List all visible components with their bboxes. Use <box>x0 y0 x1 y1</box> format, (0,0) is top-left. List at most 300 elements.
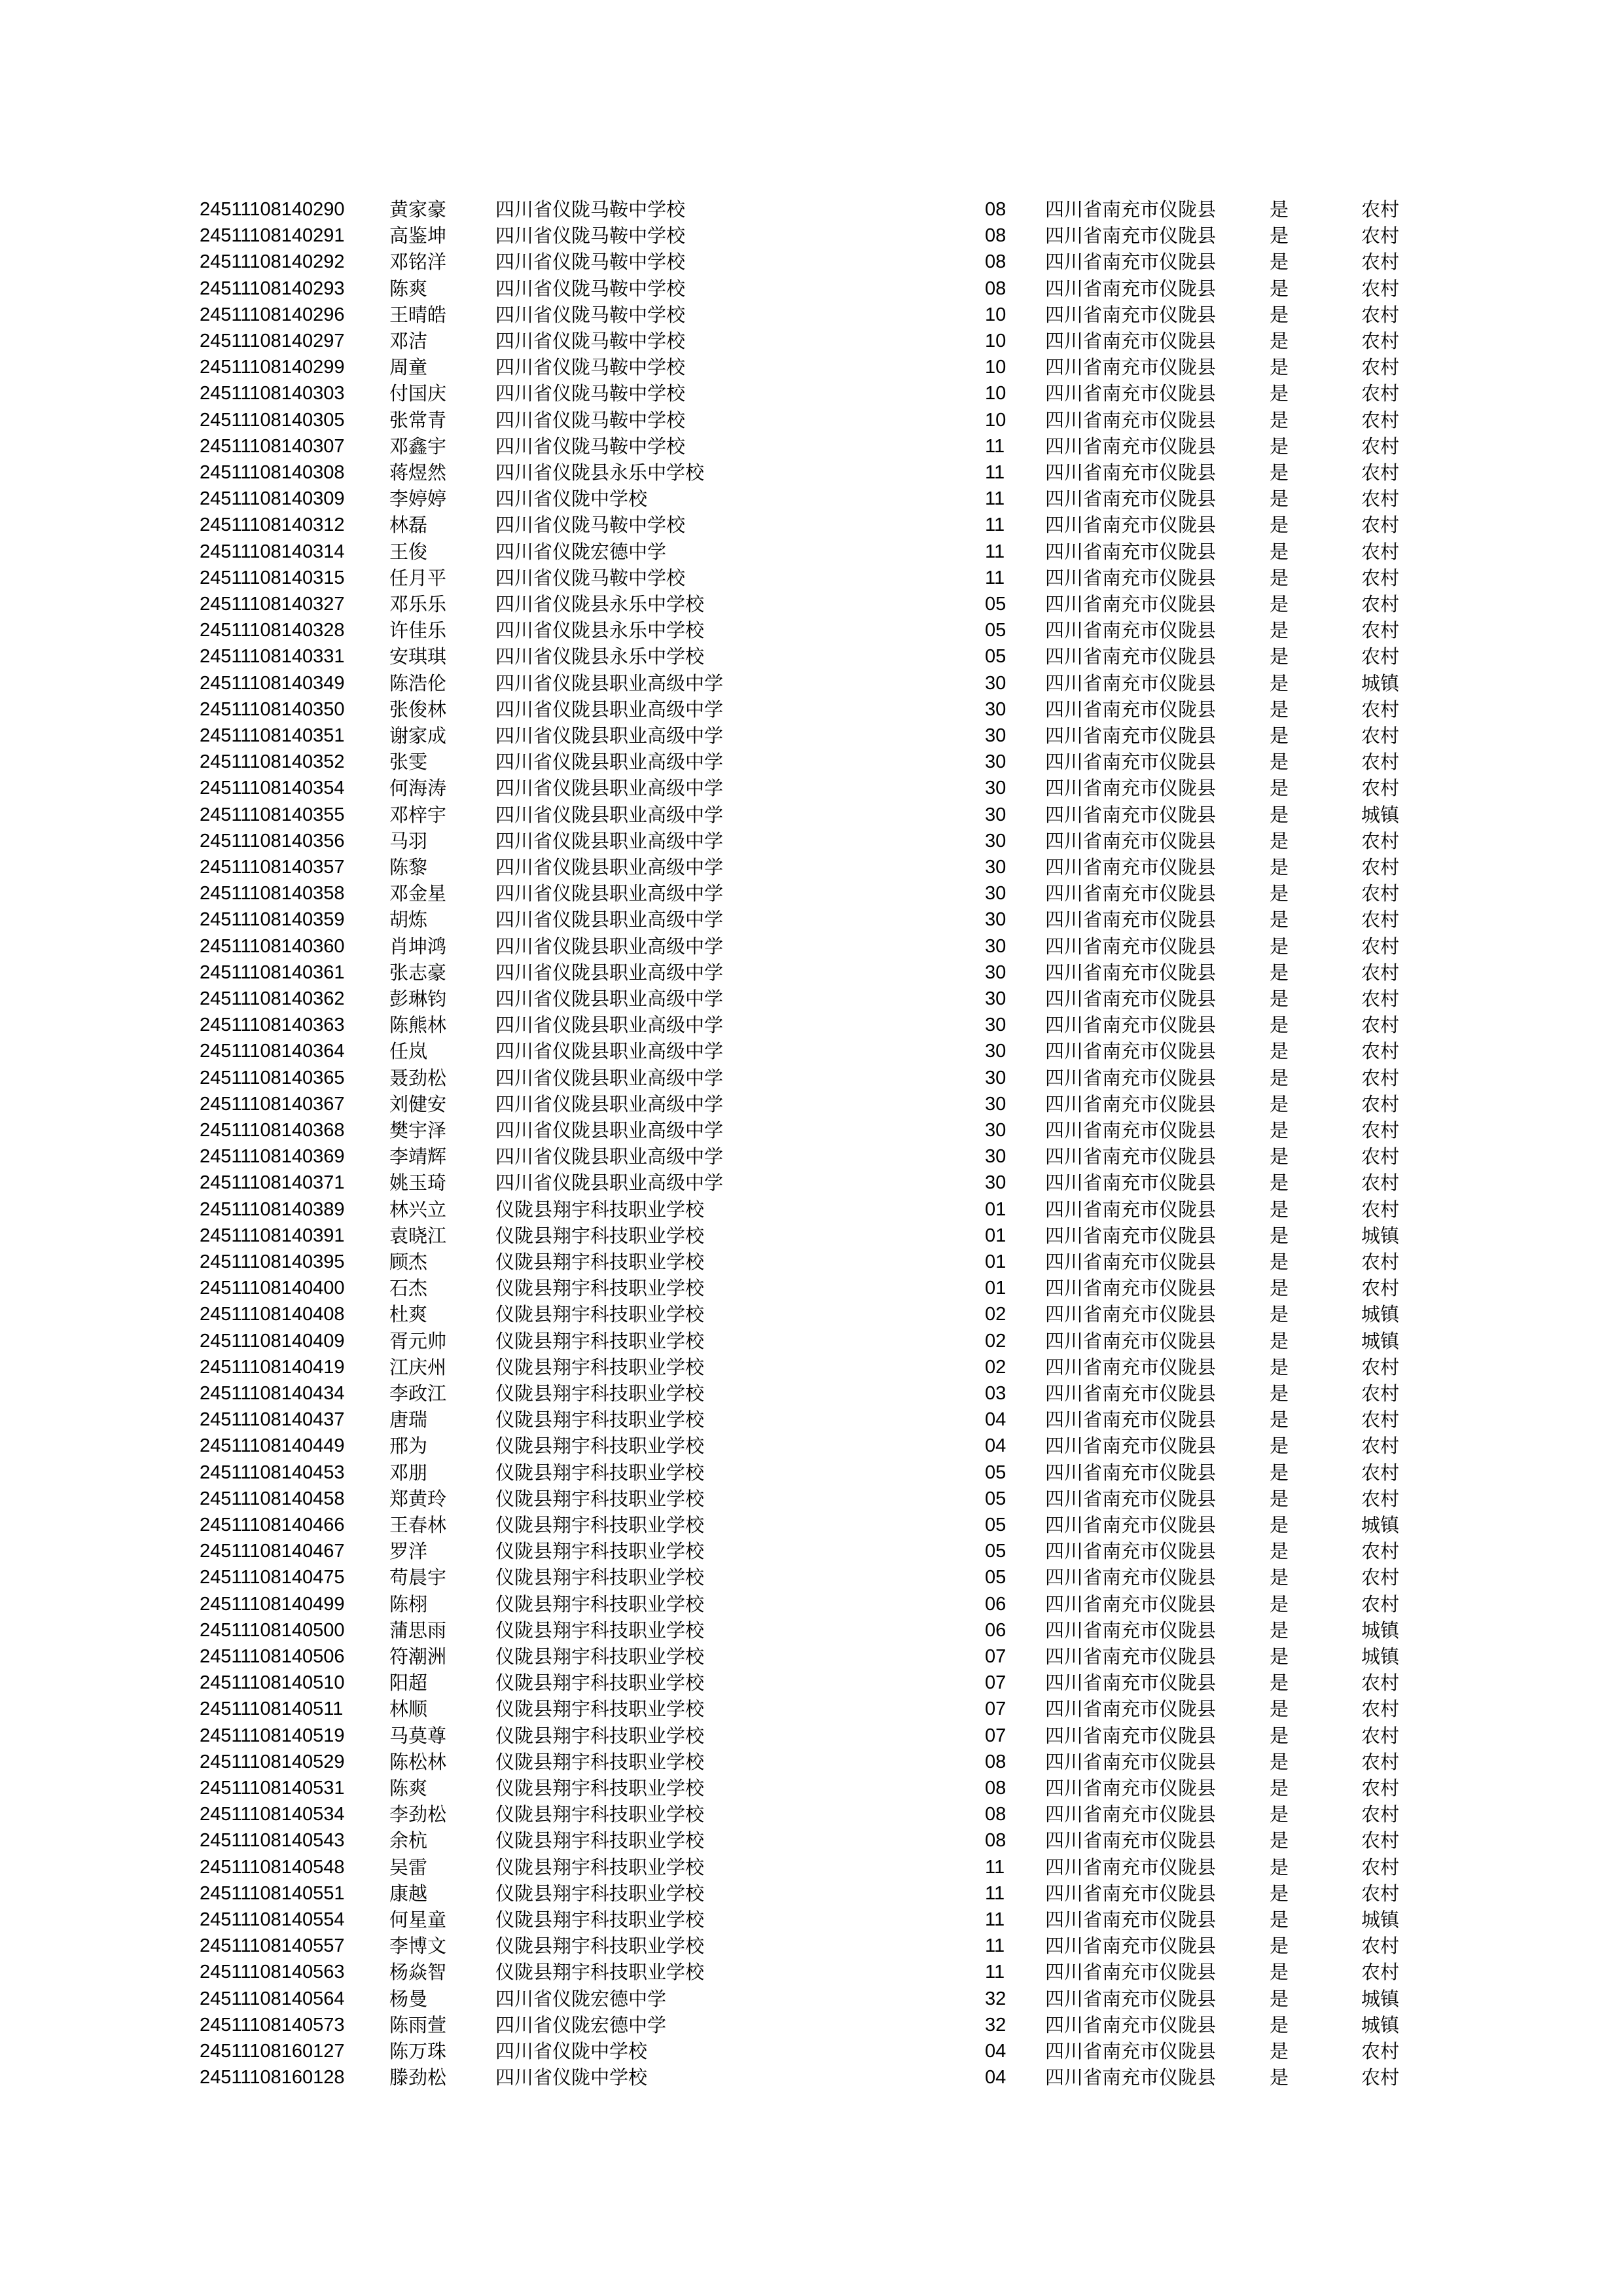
school-name: 仪陇县翔宇科技职业学校 <box>495 1961 705 1984</box>
student-id: 24511108140510 <box>200 1672 345 1694</box>
address: 四川省南充市仪陇县 <box>1045 1119 1217 1141</box>
status-flag: 是 <box>1270 1303 1289 1326</box>
address: 四川省南充市仪陇县 <box>1045 1987 1217 2010</box>
status-flag: 是 <box>1270 1382 1289 1405</box>
address: 四川省南充市仪陇县 <box>1045 356 1217 379</box>
student-name: 李劲松 <box>389 1803 447 1826</box>
residence-type: 农村 <box>1361 908 1400 931</box>
school-name: 仪陇县翔宇科技职业学校 <box>495 1592 705 1615</box>
student-id: 24511108140361 <box>200 961 345 983</box>
student-name: 陈万珠 <box>389 2040 447 2062</box>
student-id: 24511108140548 <box>200 1856 345 1878</box>
residence-type: 农村 <box>1361 1935 1400 1958</box>
residence-type: 城镇 <box>1361 1224 1400 1247</box>
status-flag: 是 <box>1270 1224 1289 1247</box>
status-flag: 是 <box>1270 356 1289 379</box>
student-name: 邓洁 <box>389 330 428 352</box>
student-id: 24511108140303 <box>200 383 345 404</box>
class-number: 11 <box>985 1962 1005 1983</box>
residence-type: 农村 <box>1361 961 1400 984</box>
residence-type: 农村 <box>1361 1355 1400 1378</box>
student-name: 邓梓宇 <box>389 803 447 826</box>
residence-type: 农村 <box>1361 1540 1400 1563</box>
student-id: 24511108140543 <box>200 1830 345 1852</box>
status-flag: 是 <box>1270 1355 1289 1378</box>
school-name: 四川省仪陇县职业高级中学 <box>495 751 724 774</box>
address: 四川省南充市仪陇县 <box>1045 1224 1217 1247</box>
status-flag: 是 <box>1270 540 1289 563</box>
status-flag: 是 <box>1270 751 1289 774</box>
class-number: 05 <box>985 1515 1007 1535</box>
residence-type: 农村 <box>1361 488 1400 511</box>
school-name: 四川省仪陇县职业高级中学 <box>495 856 724 878</box>
school-name: 四川省仪陇马鞍中学校 <box>495 356 686 379</box>
student-name: 蒋煜然 <box>389 461 447 484</box>
table-row <box>0 1433 1623 1459</box>
residence-type: 城镇 <box>1361 2013 1400 2036</box>
residence-type: 农村 <box>1361 251 1400 274</box>
student-id: 24511108140293 <box>200 278 345 299</box>
table-row <box>0 1354 1623 1380</box>
school-name: 仪陇县翔宇科技职业学校 <box>495 1724 705 1747</box>
student-id: 24511108140368 <box>200 1120 345 1141</box>
class-number: 30 <box>985 1067 1007 1088</box>
student-name: 邓朋 <box>389 1461 428 1484</box>
table-row <box>0 775 1623 801</box>
class-number: 01 <box>985 1278 1007 1299</box>
student-name: 任月平 <box>389 566 447 589</box>
status-flag: 是 <box>1270 1750 1289 1773</box>
student-id: 24511108140359 <box>200 909 345 931</box>
address: 四川省南充市仪陇县 <box>1045 2013 1217 2036</box>
school-name: 仪陇县翔宇科技职业学校 <box>495 1566 705 1589</box>
status-flag: 是 <box>1270 461 1289 484</box>
residence-type: 农村 <box>1361 566 1400 589</box>
status-flag: 是 <box>1270 1829 1289 1852</box>
status-flag: 是 <box>1270 1040 1289 1063</box>
school-name: 四川省仪陇中学校 <box>495 2066 648 2089</box>
class-number: 10 <box>985 383 1007 404</box>
table-row <box>0 1117 1623 1143</box>
school-name: 仪陇县翔宇科技职业学校 <box>495 1461 705 1484</box>
student-id: 24511108140400 <box>200 1278 345 1299</box>
address: 四川省南充市仪陇县 <box>1045 277 1217 300</box>
residence-type: 农村 <box>1361 1408 1400 1431</box>
status-flag: 是 <box>1270 1935 1289 1958</box>
student-id: 24511108140534 <box>200 1804 345 1825</box>
school-name: 仪陇县翔宇科技职业学校 <box>495 1224 705 1247</box>
residence-type: 农村 <box>1361 1592 1400 1615</box>
school-name: 仪陇县翔宇科技职业学校 <box>495 1777 705 1799</box>
student-id: 24511108140305 <box>200 409 345 431</box>
residence-type: 农村 <box>1361 277 1400 300</box>
student-id: 24511108140395 <box>200 1251 345 1272</box>
address: 四川省南充市仪陇县 <box>1045 672 1217 694</box>
class-number: 30 <box>985 830 1007 852</box>
table-row <box>0 1591 1623 1617</box>
status-flag: 是 <box>1270 1645 1289 1668</box>
table-row <box>0 459 1623 486</box>
residence-type: 农村 <box>1361 1435 1400 1458</box>
student-name: 马羽 <box>389 829 428 852</box>
address: 四川省南充市仪陇县 <box>1045 2066 1217 2089</box>
status-flag: 是 <box>1270 1803 1289 1826</box>
school-name: 四川省仪陇县职业高级中学 <box>495 1040 724 1063</box>
status-flag: 是 <box>1270 777 1289 800</box>
status-flag: 是 <box>1270 803 1289 826</box>
status-flag: 是 <box>1270 488 1289 511</box>
school-name: 四川省仪陇县永乐中学校 <box>495 645 705 668</box>
student-name: 邢为 <box>389 1435 428 1458</box>
student-id: 24511108140290 <box>200 199 345 220</box>
student-name: 肖坤鸿 <box>389 935 447 958</box>
status-flag: 是 <box>1270 1251 1289 1273</box>
residence-type: 农村 <box>1361 1172 1400 1194</box>
student-name: 许佳乐 <box>389 619 447 642</box>
table-row <box>0 906 1623 933</box>
status-flag: 是 <box>1270 1777 1289 1799</box>
school-name: 四川省仪陇县职业高级中学 <box>495 1092 724 1115</box>
table-row <box>0 1564 1623 1590</box>
school-name: 四川省仪陇马鞍中学校 <box>495 277 686 300</box>
student-id: 24511108140307 <box>200 435 345 457</box>
status-flag: 是 <box>1270 2013 1289 2036</box>
table-row <box>0 960 1623 986</box>
table-row <box>0 1801 1623 1827</box>
student-id: 24511108140364 <box>200 1041 345 1062</box>
residence-type: 农村 <box>1361 303 1400 326</box>
school-name: 四川省仪陇县职业高级中学 <box>495 1066 724 1089</box>
student-id: 24511108140500 <box>200 1619 345 1641</box>
student-id: 24511108140363 <box>200 1014 345 1036</box>
table-row <box>0 196 1623 223</box>
status-flag: 是 <box>1270 1066 1289 1089</box>
student-name: 樊宇泽 <box>389 1119 447 1141</box>
class-number: 08 <box>985 278 1007 299</box>
residence-type: 农村 <box>1361 382 1400 405</box>
student-id: 24511108140331 <box>200 646 345 668</box>
table-row <box>0 2038 1623 2064</box>
student-id: 24511108140389 <box>200 1198 345 1220</box>
student-name: 陈雨萱 <box>389 2013 447 2036</box>
class-number: 07 <box>985 1725 1007 1746</box>
student-id: 24511108140371 <box>200 1172 345 1194</box>
residence-type: 农村 <box>1361 2066 1400 2089</box>
residence-type: 城镇 <box>1361 672 1400 694</box>
table-row <box>0 1275 1623 1301</box>
class-number: 08 <box>985 1778 1007 1799</box>
residence-type: 农村 <box>1361 1066 1400 1089</box>
student-id: 24511108140356 <box>200 830 345 852</box>
residence-type: 农村 <box>1361 1251 1400 1273</box>
residence-type: 农村 <box>1361 1750 1400 1773</box>
address: 四川省南充市仪陇县 <box>1045 1750 1217 1773</box>
school-name: 仪陇县翔宇科技职业学校 <box>495 1829 705 1852</box>
address: 四川省南充市仪陇县 <box>1045 593 1217 615</box>
student-id: 24511108140349 <box>200 672 345 694</box>
address: 四川省南充市仪陇县 <box>1045 1777 1217 1799</box>
class-number: 05 <box>985 1567 1007 1588</box>
student-id: 24511108140358 <box>200 883 345 905</box>
table-row <box>0 1933 1623 1959</box>
status-flag: 是 <box>1270 330 1289 352</box>
class-number: 30 <box>985 988 1007 1009</box>
school-name: 仪陇县翔宇科技职业学校 <box>495 1803 705 1826</box>
table-row <box>0 1223 1623 1249</box>
student-name: 黄家豪 <box>389 198 447 221</box>
class-number: 32 <box>985 2014 1007 2036</box>
address: 四川省南充市仪陇县 <box>1045 882 1217 905</box>
address: 四川省南充市仪陇县 <box>1045 1435 1217 1458</box>
address: 四川省南充市仪陇县 <box>1045 988 1217 1010</box>
residence-type: 城镇 <box>1361 1303 1400 1326</box>
student-name: 陈熊林 <box>389 1014 447 1037</box>
class-number: 30 <box>985 857 1007 878</box>
table-row <box>0 486 1623 512</box>
school-name: 四川省仪陇马鞍中学校 <box>495 251 686 274</box>
residence-type: 农村 <box>1361 1856 1400 1878</box>
address: 四川省南充市仪陇县 <box>1045 198 1217 221</box>
table-row <box>0 1065 1623 1091</box>
student-name: 石杰 <box>389 1277 428 1300</box>
address: 四川省南充市仪陇县 <box>1045 1277 1217 1300</box>
class-number: 10 <box>985 357 1007 378</box>
student-id: 24511108140357 <box>200 857 345 878</box>
status-flag: 是 <box>1270 1856 1289 1878</box>
student-name: 陈松林 <box>389 1750 447 1773</box>
table-row <box>0 802 1623 828</box>
residence-type: 农村 <box>1361 645 1400 668</box>
class-number: 30 <box>985 751 1007 773</box>
student-name: 周童 <box>389 356 428 379</box>
residence-type: 农村 <box>1361 1461 1400 1484</box>
class-number: 02 <box>985 1330 1007 1352</box>
address: 四川省南充市仪陇县 <box>1045 435 1217 457</box>
status-flag: 是 <box>1270 645 1289 668</box>
student-name: 付国庆 <box>389 382 447 405</box>
address: 四川省南充市仪陇县 <box>1045 303 1217 326</box>
student-id: 24511108140369 <box>200 1146 345 1168</box>
address: 四川省南充市仪陇县 <box>1045 1355 1217 1378</box>
school-name: 四川省仪陇宏德中学 <box>495 540 667 563</box>
table-row <box>0 828 1623 854</box>
class-number: 11 <box>985 462 1005 483</box>
student-name: 罗洋 <box>389 1540 428 1563</box>
address: 四川省南充市仪陇县 <box>1045 1172 1217 1194</box>
residence-type: 农村 <box>1361 435 1400 457</box>
table-row <box>0 986 1623 1012</box>
student-name: 聂劲松 <box>389 1066 447 1089</box>
student-id: 24511108140328 <box>200 620 345 641</box>
address: 四川省南充市仪陇县 <box>1045 619 1217 642</box>
school-name: 四川省仪陇县职业高级中学 <box>495 725 724 747</box>
residence-type: 农村 <box>1361 856 1400 878</box>
class-number: 02 <box>985 1304 1007 1325</box>
table-row <box>0 1301 1623 1327</box>
class-number: 08 <box>985 199 1007 220</box>
status-flag: 是 <box>1270 1119 1289 1141</box>
table-row <box>0 1091 1623 1117</box>
status-flag: 是 <box>1270 1092 1289 1115</box>
student-name: 袁晓江 <box>389 1224 447 1247</box>
status-flag: 是 <box>1270 1461 1289 1484</box>
student-id: 24511108140314 <box>200 541 345 562</box>
class-number: 10 <box>985 409 1007 431</box>
residence-type: 农村 <box>1361 725 1400 747</box>
address: 四川省南充市仪陇县 <box>1045 1882 1217 1905</box>
student-name: 陈浩伦 <box>389 672 447 694</box>
school-name: 四川省仪陇马鞍中学校 <box>495 435 686 457</box>
table-row <box>0 354 1623 380</box>
residence-type: 农村 <box>1361 1277 1400 1300</box>
residence-type: 城镇 <box>1361 1329 1400 1352</box>
student-name: 王晴皓 <box>389 303 447 326</box>
class-number: 06 <box>985 1593 1007 1615</box>
school-name: 四川省仪陇县职业高级中学 <box>495 698 724 721</box>
table-row <box>0 1643 1623 1670</box>
student-id: 24511108140351 <box>200 725 345 746</box>
table-row <box>0 1380 1623 1407</box>
school-name: 四川省仪陇县职业高级中学 <box>495 1119 724 1141</box>
address: 四川省南充市仪陇县 <box>1045 1251 1217 1273</box>
residence-type: 农村 <box>1361 1092 1400 1115</box>
table-row <box>0 1538 1623 1564</box>
school-name: 四川省仪陇县永乐中学校 <box>495 593 705 615</box>
residence-type: 城镇 <box>1361 1987 1400 2010</box>
student-name: 彭琳钧 <box>389 988 447 1010</box>
class-number: 30 <box>985 672 1007 694</box>
student-id: 24511108140453 <box>200 1462 345 1483</box>
table-row <box>0 1907 1623 1933</box>
status-flag: 是 <box>1270 1961 1289 1984</box>
student-name: 姚玉琦 <box>389 1172 447 1194</box>
address: 四川省南充市仪陇县 <box>1045 1592 1217 1615</box>
residence-type: 农村 <box>1361 1672 1400 1695</box>
status-flag: 是 <box>1270 856 1289 878</box>
table-row <box>0 249 1623 275</box>
student-name: 张志豪 <box>389 961 447 984</box>
school-name: 仪陇县翔宇科技职业学校 <box>495 1645 705 1668</box>
student-name: 余杭 <box>389 1829 428 1852</box>
class-number: 32 <box>985 1988 1007 2009</box>
class-number: 01 <box>985 1198 1007 1220</box>
residence-type: 农村 <box>1361 1724 1400 1747</box>
address: 四川省南充市仪陇县 <box>1045 1461 1217 1484</box>
school-name: 四川省仪陇县职业高级中学 <box>495 1145 724 1168</box>
student-name: 陈栩 <box>389 1592 428 1615</box>
table-row <box>0 696 1623 723</box>
class-number: 05 <box>985 1541 1007 1562</box>
class-number: 30 <box>985 725 1007 746</box>
status-flag: 是 <box>1270 593 1289 615</box>
table-row <box>0 1749 1623 1775</box>
student-id: 24511108140511 <box>200 1698 344 1720</box>
school-name: 四川省仪陇宏德中学 <box>495 1987 667 2010</box>
address: 四川省南充市仪陇县 <box>1045 488 1217 511</box>
student-name: 张俊林 <box>389 698 447 721</box>
status-flag: 是 <box>1270 1514 1289 1536</box>
table-row <box>0 591 1623 617</box>
residence-type: 农村 <box>1361 593 1400 615</box>
address: 四川省南充市仪陇县 <box>1045 1540 1217 1563</box>
student-id: 24511108140466 <box>200 1515 345 1535</box>
student-name: 刘健安 <box>389 1092 447 1115</box>
school-name: 四川省仪陇马鞍中学校 <box>495 303 686 326</box>
residence-type: 农村 <box>1361 1119 1400 1141</box>
table-row <box>0 880 1623 906</box>
school-name: 仪陇县翔宇科技职业学校 <box>495 1408 705 1431</box>
table-row <box>0 854 1623 880</box>
table-row <box>0 1512 1623 1538</box>
table-row <box>0 617 1623 643</box>
student-id: 24511108140350 <box>200 698 345 720</box>
student-name: 张常青 <box>389 408 447 431</box>
address: 四川省南充市仪陇县 <box>1045 777 1217 800</box>
student-id: 24511108160127 <box>200 2041 345 2062</box>
table-row <box>0 1986 1623 2012</box>
address: 四川省南充市仪陇县 <box>1045 1909 1217 1931</box>
status-flag: 是 <box>1270 1172 1289 1194</box>
residence-type: 农村 <box>1361 1014 1400 1037</box>
residence-type: 农村 <box>1361 540 1400 563</box>
residence-type: 农村 <box>1361 1961 1400 1984</box>
table-row <box>0 1328 1623 1354</box>
class-number: 30 <box>985 909 1007 931</box>
class-number: 08 <box>985 225 1007 247</box>
residence-type: 农村 <box>1361 1040 1400 1063</box>
status-flag: 是 <box>1270 1435 1289 1458</box>
address: 四川省南充市仪陇县 <box>1045 908 1217 931</box>
student-id: 24511108140551 <box>200 1882 345 1904</box>
table-row <box>0 512 1623 538</box>
residence-type: 农村 <box>1361 882 1400 905</box>
status-flag: 是 <box>1270 988 1289 1010</box>
school-name: 四川省仪陇县职业高级中学 <box>495 882 724 905</box>
table-row <box>0 328 1623 354</box>
student-name: 马莫尊 <box>389 1724 447 1747</box>
residence-type: 城镇 <box>1361 1514 1400 1536</box>
address: 四川省南充市仪陇县 <box>1045 1935 1217 1958</box>
table-row <box>0 1407 1623 1433</box>
student-id: 24511108140292 <box>200 251 345 273</box>
student-id: 24511108140291 <box>200 225 345 247</box>
school-name: 仪陇县翔宇科技职业学校 <box>495 1487 705 1510</box>
class-number: 05 <box>985 646 1007 668</box>
table-row <box>0 565 1623 591</box>
residence-type: 农村 <box>1361 1382 1400 1405</box>
class-number: 04 <box>985 2041 1007 2062</box>
status-flag: 是 <box>1270 672 1289 694</box>
school-name: 四川省仪陇中学校 <box>495 488 648 511</box>
school-name: 四川省仪陇县职业高级中学 <box>495 988 724 1010</box>
student-name: 安琪琪 <box>389 645 447 668</box>
student-name: 王春林 <box>389 1514 447 1536</box>
residence-type: 农村 <box>1361 224 1400 247</box>
student-name: 滕劲松 <box>389 2066 447 2089</box>
school-name: 仪陇县翔宇科技职业学校 <box>495 1672 705 1695</box>
student-name: 陈爽 <box>389 1777 428 1799</box>
status-flag: 是 <box>1270 198 1289 221</box>
table-row <box>0 1617 1623 1643</box>
address: 四川省南充市仪陇县 <box>1045 1040 1217 1063</box>
residence-type: 城镇 <box>1361 1909 1400 1931</box>
class-number: 30 <box>985 1041 1007 1062</box>
student-id: 24511108140554 <box>200 1909 345 1930</box>
student-id: 24511108140308 <box>200 462 345 483</box>
class-number: 08 <box>985 1751 1007 1772</box>
address: 四川省南充市仪陇县 <box>1045 408 1217 431</box>
address: 四川省南充市仪陇县 <box>1045 803 1217 826</box>
